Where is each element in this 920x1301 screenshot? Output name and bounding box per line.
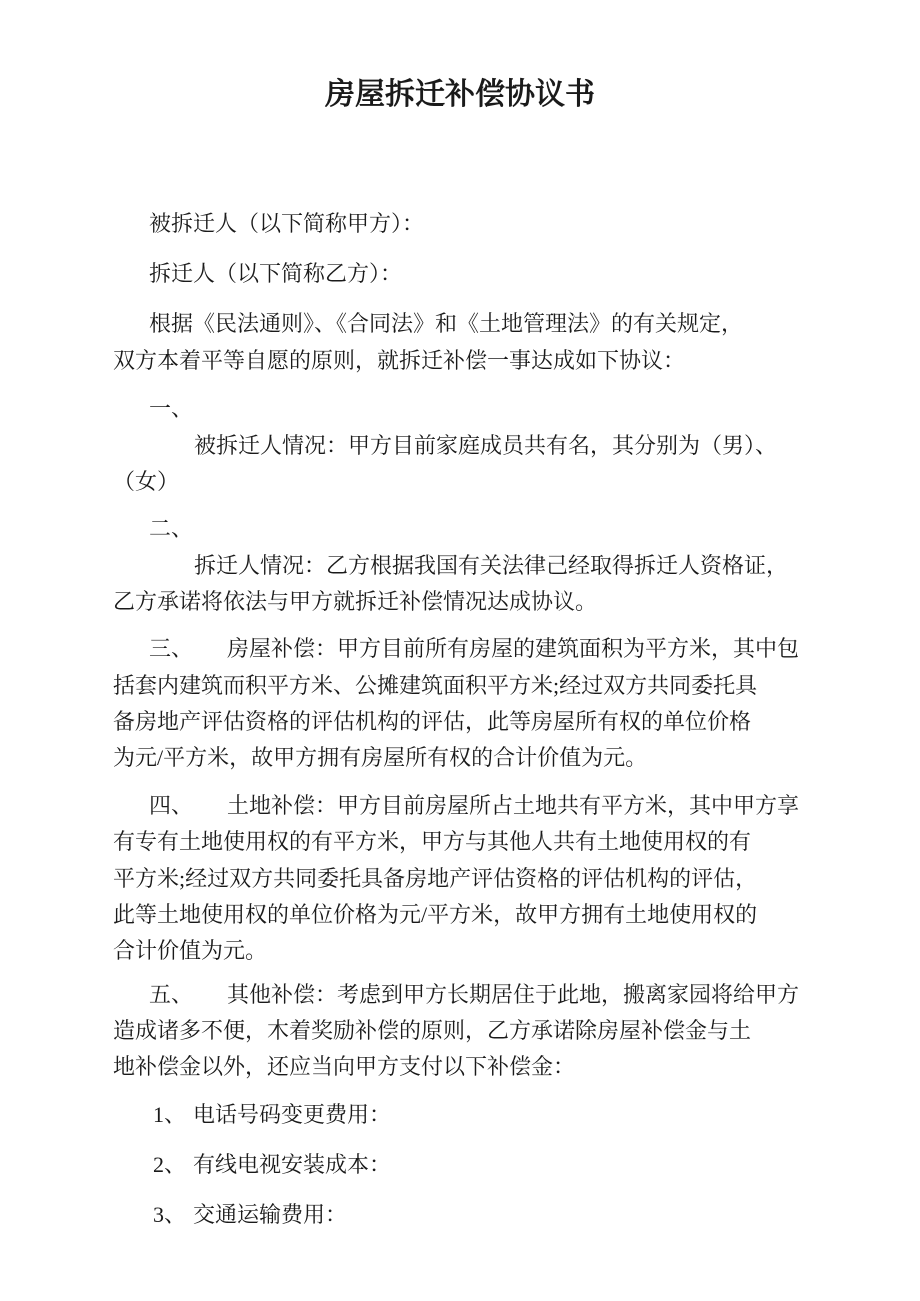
section-5-line-1 <box>113 977 820 1013</box>
fee-item-3-number: 3、 <box>153 1202 187 1227</box>
section-2-content-line-2: 乙方承诺将依法与甲方就拆迁补偿情况达成协议。 <box>113 589 598 614</box>
section-3-line-3: 备房地产评估资格的评估机构的评估，此等房屋所有权的单位价格 <box>113 709 752 734</box>
section-2-heading: 二、 <box>149 516 194 541</box>
section-3-text: 房屋补偿：甲方目前所有房屋的建筑面积为平方米，其中包 <box>227 636 800 661</box>
section-4-number: 四、 <box>149 793 194 818</box>
section-3-number: 三、 <box>149 636 194 661</box>
section-4-line-1 <box>113 788 820 824</box>
paragraph-party-a: 被拆迁人（以下简称甲方）： <box>149 211 425 236</box>
fee-item-2-text: 有线电视安装成本： <box>193 1152 392 1177</box>
section-2-content-line-1: 拆迁人情况：乙方根据我国有关法律己经取得拆迁人资格证， <box>194 553 789 578</box>
fee-item-1 <box>113 1097 820 1133</box>
section-4-line-5: 合计价值为元。 <box>113 938 268 963</box>
paragraph-preamble-line-2: 双方本着平等自愿的原则，就拆迁补偿一事达成如下协议： <box>113 348 686 373</box>
section-5-line-3: 地补偿金以外，还应当向甲方支付以下补偿金： <box>113 1054 576 1079</box>
section-5-text: 其他补偿：考虑到甲方长期居住于此地，搬离家园将给甲方 <box>227 982 800 1007</box>
section-5-line-2: 造成诸多不便，木着奖励补偿的原则，乙方承诺除房屋补偿金与土 <box>113 1018 752 1043</box>
paragraph-preamble-line-1: 根据《民法通则》、《合同法》和《土地管理法》的有关规定， <box>149 311 744 336</box>
fee-item-1-number: 1、 <box>153 1102 187 1127</box>
section-3-line-1 <box>113 631 820 667</box>
section-4-line-3: 平方米;经过双方共同委托具备房地产评估资格的评估机构的评估， <box>113 866 758 891</box>
section-1-heading: 一、 <box>149 396 194 421</box>
fee-item-2-number: 2、 <box>153 1152 187 1177</box>
section-1-content-line-1: 被拆迁人情况：甲方目前家庭成员共有名，其分别为（男）、 <box>194 433 778 458</box>
section-4-line-2: 有专有土地使用权的有平方米，甲方与其他人共有土地使用权的有 <box>113 829 752 854</box>
document-body <box>113 206 820 1233</box>
section-4-line-4: 此等土地使用权的单位价格为元/平方米，故甲方拥有土地使用权的 <box>113 902 758 927</box>
fee-item-2 <box>113 1147 820 1183</box>
section-3-line-2: 括套内建筑而积平方米、公摊建筑面积平方米;经过双方共同委托具 <box>113 673 758 698</box>
section-4-text: 土地补偿：甲方目前房屋所占土地共有平方米，其中甲方享 <box>227 793 800 818</box>
section-1-content-line-2: （女） <box>113 469 180 494</box>
fee-item-3 <box>113 1197 820 1233</box>
section-3-line-4: 为元/平方米，故甲方拥有房屋所有权的合计价值为元。 <box>113 745 648 770</box>
paragraph-party-b: 拆迁人（以下简称乙方）： <box>149 261 403 286</box>
fee-item-1-text: 电话号码变更费用： <box>193 1102 392 1127</box>
document-title: 房屋拆迁补偿协议书 <box>325 78 595 111</box>
fee-item-3-text: 交通运输费用： <box>193 1202 348 1227</box>
section-5-number: 五、 <box>149 982 194 1007</box>
